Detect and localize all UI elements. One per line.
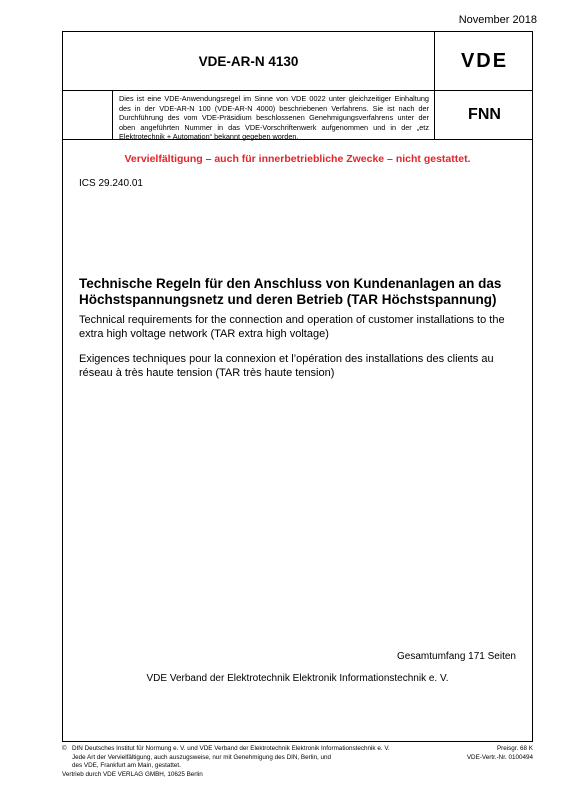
issue-date: November 2018 — [458, 14, 537, 26]
reproduction-notice: Vervielfältigung – auch für innerbetriebliche Zwecke – nicht gestattet. — [124, 153, 471, 165]
title-french: Exigences techniques pour la connexion et l’opération des installations des clients au réseau à très haute tension (TAR très haute tension) — [79, 353, 494, 379]
title-german: Technische Regeln für den Anschluss von Kundenanlagen an das Höchstspannungsnetz und deren Betrieb (TAR Höchstspannung) — [79, 276, 502, 307]
vde-logo: VDE — [460, 49, 509, 72]
note-divider-vertical — [112, 90, 113, 139]
copyright-block — [62, 745, 432, 779]
ics-code: ICS 29.240.01 — [79, 178, 143, 189]
order-number: VDE-Vertr.-Nr. 0100494 — [466, 753, 533, 761]
distribution-note: Vertrieb durch VDE VERLAG GMBH, 10625 Berlin — [62, 770, 203, 778]
document-code: VDE-AR-N 4130 — [198, 53, 299, 69]
copyright-line: des VDE, Frankfurt am Main, gestattet. — [72, 762, 181, 770]
total-pages: Gesamtumfang 171 Seiten — [397, 651, 516, 662]
application-rule-note: Dies ist eine VDE-Anwendungsregel im Sinne von VDE 0022 unter gleichzeitiger Einhaltung des in der VDE-AR-N 100 (VDE-AR-N 4000) beschriebenen Verfahrens. Sie ist nach der Durchführung des vom VDE-Präsidium beschlossenen Genehmigungsverfahrens unter der oben angeführten Nummer in das VDE-Vorschriftenwerk aufgenommen und in der „etz Elektrotechnik + Automation“ bekannt gegeben worden. — [119, 94, 429, 142]
title-english: Technical requirements for the connection and operation of customer installations to the extra high voltage network (TAR extra high voltage) — [79, 314, 505, 340]
price-block — [467, 745, 533, 762]
publisher: VDE Verband der Elektrotechnik Elektronik Informationstechnik e. V. — [146, 673, 449, 684]
committee-label: FNN — [468, 105, 501, 123]
price-group: Preisgr. 68 K — [496, 745, 533, 752]
copyright-line: DIN Deutsches Institut für Normung e. V. und VDE Verband der Elektrotechnik Elektronik Informationstechnik e. V. — [72, 745, 390, 752]
document-frame — [62, 31, 533, 742]
copyright-line: Jede Art der Vervielfältigung, auch auszugsweise, nur mit Genehmigung des DIN, Berlin, und — [72, 753, 332, 761]
copyright-symbol: © — [62, 745, 67, 752]
